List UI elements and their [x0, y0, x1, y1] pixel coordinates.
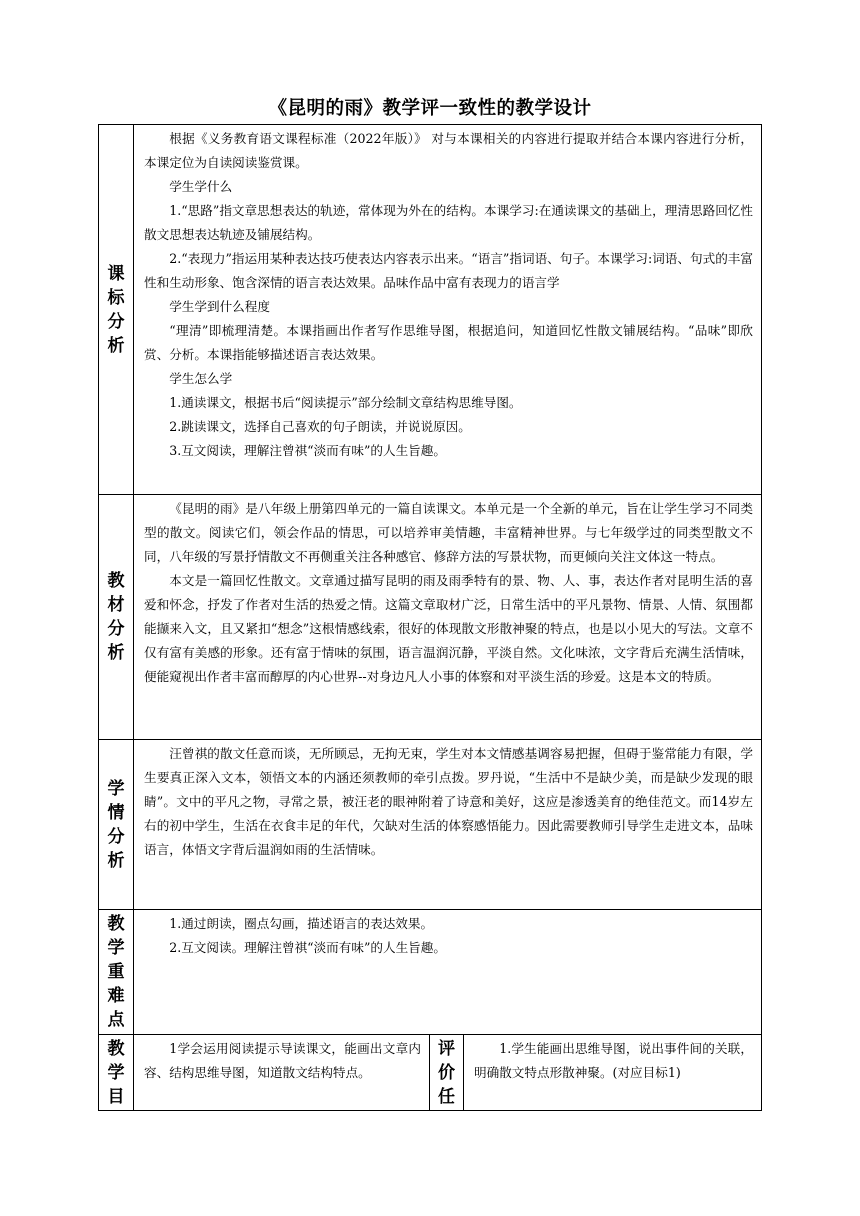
- paragraph: 《昆明的雨》是八年级上册第四单元的一篇自读课文。本单元是一个全新的单元，旨在让学生学习不同类型的散文。阅读它们，领会作品的情思，可以培养审美情趣，丰富精神世界。与七年级学过的同类型散文不同，八年级的写景抒情散文不再侧重关注各种感官、修辞方法的写景状物，而更倾向关注文体这一特点。: [144, 501, 753, 564]
- table-border-right: [761, 124, 762, 1111]
- header-char: 析: [107, 850, 125, 871]
- paragraph: 1学会运用阅读提示导读课文，能画出文章内容、结构思维导图，知道散文结构特点。: [144, 1041, 421, 1080]
- paragraph: 1.“思路”指文章思想表达的轨迹，常体现为外在的结构。本课学习:在通读课文的基础上，理清思路回忆性散文思想表达轨迹及铺展结构。: [144, 203, 753, 242]
- key-points-header: [99, 910, 133, 1034]
- header-char: 教: [107, 571, 125, 591]
- header-char: 点: [107, 1010, 125, 1030]
- header-char: 重: [107, 962, 125, 982]
- header-char: 任: [438, 1087, 455, 1107]
- header-char: 分: [107, 619, 125, 639]
- header-char: 分: [107, 311, 125, 332]
- objectives-header: [99, 1035, 133, 1110]
- evaluation-content: [464, 1035, 761, 1110]
- header-char: 学: [107, 1063, 125, 1083]
- paragraph: 1.学生能画出思维导图，说出事件间的关联，明确散文特点形散神聚。(对应目标1): [474, 1041, 753, 1080]
- header-char: 析: [107, 643, 125, 663]
- header-char: 分: [107, 826, 125, 847]
- evaluation-header: [430, 1035, 463, 1110]
- paragraph: 2.跳读课文，选择自己喜欢的句子朗读，并说说原因。: [169, 419, 471, 434]
- subheading: 学生学到什么程度: [169, 299, 270, 314]
- paragraph: 1.通读课文，根据书后“阅读提示”部分绘制文章结构思维导图。: [169, 395, 522, 410]
- paragraph: 汪曾祺的散文任意而谈，无所顾忌，无拘无束，学生对本文情感基调容易把握，但碍于鉴常能力有限，学生要真正深入文本，领悟文本的内涵还须教师的牵引点拨。罗丹说，“生活中不是缺少美，而是缺少发现的眼睛”。文中的平凡之物，寻常之景，被汪老的眼神附着了诗意和美好，这应是渗透美育的绝佳范文。而14岁左右的初中学生，生活在衣食丰足的年代，欠缺对生活的体察感悟能力。因此需要教师引导学生走进文本，品味语言，体悟文字背后温润如雨的生活情味。: [144, 746, 753, 857]
- header-char: 材: [107, 595, 125, 615]
- curriculum-analysis-content: [134, 125, 761, 494]
- header-char: 标: [107, 287, 125, 308]
- header-char: 学: [107, 778, 125, 799]
- learner-analysis-header: [99, 740, 133, 909]
- header-char: 价: [438, 1063, 455, 1083]
- paragraph: 2.互文阅读。理解注曾祺“淡而有味”的人生旨趣。: [169, 940, 446, 955]
- header-char: 教: [107, 1039, 125, 1059]
- paragraph: “理清”即梳理清楚。本课指画出作者写作思维导图，根据追问，知道回忆性散文铺展结构。“品味”即欣赏、分析。本课指能够描述语言表达效果。: [144, 323, 753, 362]
- paragraph: 1.通过朗读，圈点勾画，描述语言的表达效果。: [169, 916, 434, 931]
- curriculum-analysis-header: [99, 125, 133, 494]
- header-char: 课: [107, 263, 125, 284]
- key-points-content: [134, 910, 761, 1034]
- header-char: 析: [107, 335, 125, 356]
- header-char: 情: [107, 802, 125, 823]
- paragraph: 3.互文阅读，理解注曾祺“淡而有味”的人生旨趣。: [169, 443, 446, 458]
- textbook-analysis-header: [99, 495, 133, 739]
- header-char: 教: [107, 914, 125, 934]
- table-border-bottom: [98, 1110, 762, 1111]
- header-char: 目: [107, 1087, 125, 1107]
- document-title: 《昆明的雨》教学评一致性的教学设计: [268, 98, 592, 119]
- objectives-content: [134, 1035, 429, 1110]
- subheading: 学生学什么: [169, 179, 233, 194]
- paragraph: 本文是一篇回忆性散文。文章通过描写昆明的雨及雨季特有的景、物、人、事，表达作者对昆明生活的喜爱和怀念，抒发了作者对生活的热爱之情。这篇文章取材广泛，日常生活中的平凡景物、情景、人情、氛围都能撷来入文，且又紧扣“想念”这根情感线索，很好的体现散文形散神聚的特点，也是以小见大的写法。文章不仅有富有美感的形象。还有富于情味的氛围，语言温润沉静，平淡自然。文化味浓，文字背后充满生活情味，便能窥视出作者丰富而醇厚的内心世界--对身边凡人小事的体察和对平淡生活的珍爱。这是本文的特质。: [144, 573, 753, 684]
- paragraph: 根据《义务教育语文课程标准（2022年版）》 对与本课相关的内容进行提取并结合本课内容进行分析，本课定位为自读阅读鉴赏课。: [144, 131, 753, 170]
- textbook-analysis-content: [134, 495, 761, 739]
- learner-analysis-content: [134, 740, 761, 909]
- paragraph: 2.“表现力”指运用某种表达技巧使表达内容表示出来。“语言”指词语、句子。本课学习:词语、句式的丰富性和生动形象、饱含深情的语言表达效果。品味作品中富有表现力的语言学: [144, 251, 753, 290]
- header-char: 评: [438, 1039, 455, 1059]
- subheading: 学生怎么学: [169, 371, 233, 386]
- header-char: 难: [107, 986, 125, 1006]
- header-char: 学: [107, 938, 125, 958]
